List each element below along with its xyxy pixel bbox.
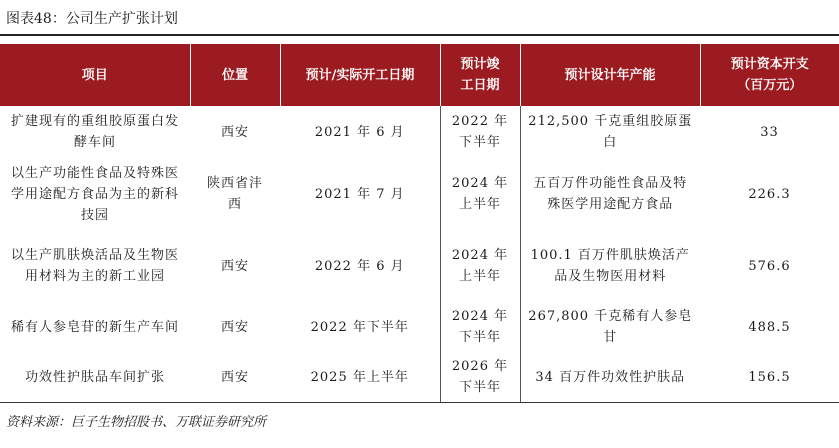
- cell-project: 以生产肌肤焕活品及生物医用材料为主的新工业园: [10, 248, 179, 284]
- cell-start-date: 2021 年 7 月: [314, 186, 405, 202]
- cell-start-date: 2022 年 6 月: [314, 258, 405, 274]
- cell-capacity: 212,500 千克重组胶原蛋白: [528, 114, 693, 150]
- figure-title: 图表48：公司生产扩张计划: [6, 11, 178, 27]
- table-row: [0, 352, 839, 403]
- cell-start-date: 2025 年上半年: [280, 352, 440, 403]
- header-capex: 预计资本开支（百万元）: [700, 44, 839, 106]
- table-row: [0, 302, 839, 352]
- cell-capacity: 100.1 百万件肌肤焕活产品及生物医用材料: [530, 248, 690, 284]
- title-rule: [0, 34, 839, 36]
- cell-start-date: 2022 年下半年: [310, 319, 409, 335]
- cell-completion: 2022 年下半年: [440, 106, 520, 158]
- cell-location: 西安: [190, 352, 280, 403]
- cell-completion: 2024 年下半年: [440, 302, 520, 352]
- header-completion: 预计竣工日期: [440, 44, 520, 106]
- table-header-row: [0, 44, 839, 106]
- cell-project: 功效性护肤品车间扩张: [0, 352, 190, 403]
- cell-capex: 226.3: [748, 186, 791, 202]
- cell-capex: 33: [760, 124, 779, 140]
- cell-capex: 156.5: [700, 352, 839, 403]
- cell-start-date: 2021 年 6 月: [314, 124, 405, 140]
- cell-project: 以生产功能性食品及特殊医学用途配方食品为主的新科技园: [10, 165, 179, 223]
- expansion-plan-table: [0, 44, 839, 403]
- header-location: 位置: [190, 44, 280, 106]
- cell-completion: 2024 年上半年: [440, 158, 520, 230]
- cell-location: 西安: [220, 124, 249, 140]
- source-note: 资料来源：巨子生物招股书、万联证券研究所: [6, 415, 267, 430]
- cell-capex: 576.6: [748, 258, 791, 274]
- table-row: [0, 158, 839, 230]
- cell-location: 陕西省沣西: [206, 176, 263, 212]
- cell-capacity: 五百万件功能性食品及特殊医学用途配方食品: [533, 176, 688, 212]
- cell-project: 扩建现有的重组胶原蛋白发酵车间: [10, 114, 179, 150]
- header-project: 项目: [0, 44, 190, 106]
- cell-capacity: 34 百万件功效性护肤品: [520, 352, 700, 403]
- cell-project: 稀有人参皂苷的新生产车间: [10, 319, 179, 335]
- cell-completion: 2026 年下半年: [440, 352, 520, 403]
- header-start-date: 预计/实际开工日期: [280, 44, 440, 106]
- cell-capex: 488.5: [748, 319, 791, 335]
- cell-location: 西安: [220, 258, 249, 274]
- cell-completion: 2024 年上半年: [440, 230, 520, 302]
- header-capacity: 预计设计年产能: [520, 44, 700, 106]
- cell-location: 西安: [220, 319, 249, 335]
- cell-capacity: 267,800 千克稀有人参皂甘: [528, 309, 693, 345]
- table-row: [0, 106, 839, 158]
- table-row: [0, 230, 839, 302]
